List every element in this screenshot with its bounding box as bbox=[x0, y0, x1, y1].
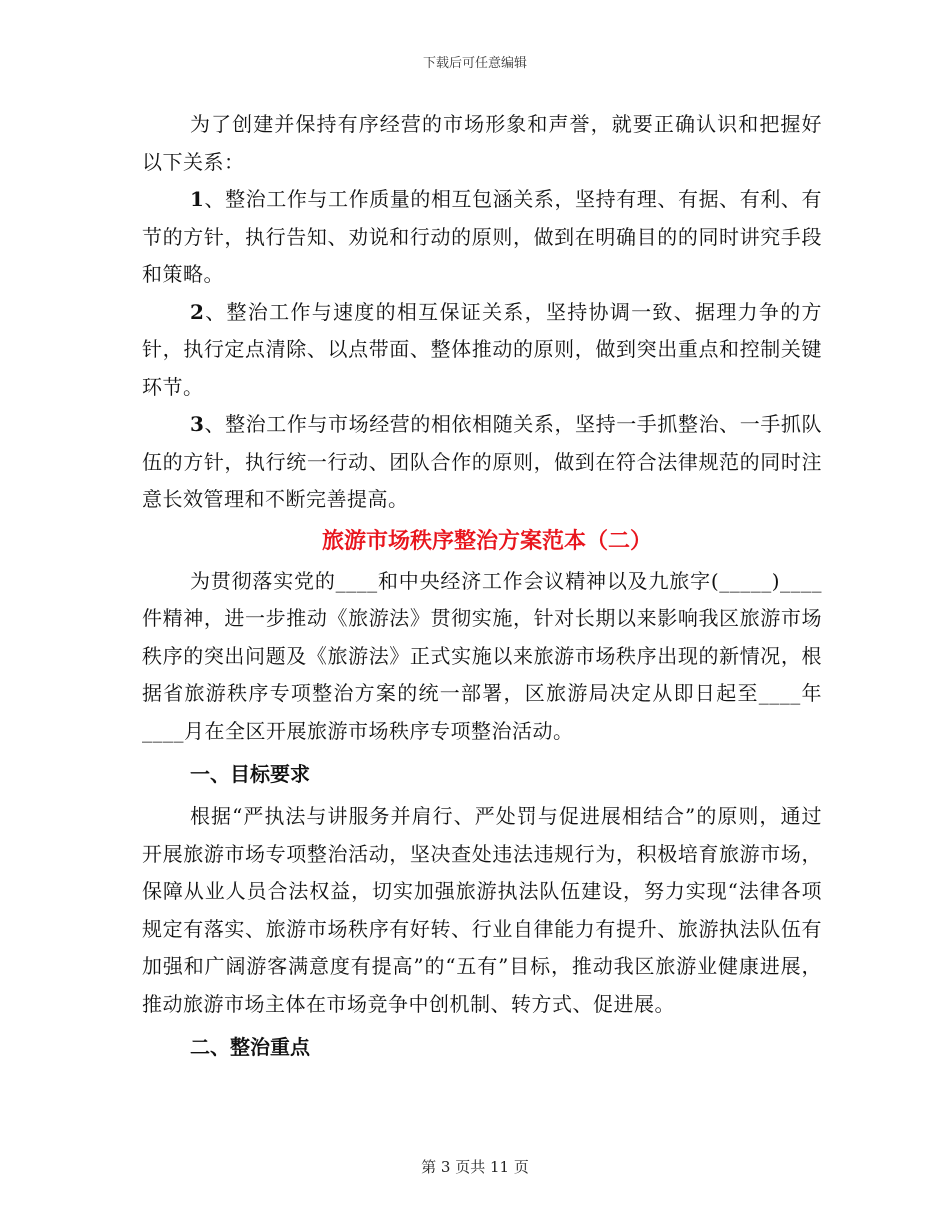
implementation-paragraph: 为贯彻落实党的____和中央经济工作会议精神以及九旅字(_____)____件精神，进一步推动《旅游法》贯彻实施，针对长期以来影响我区旅游市场秩序的突出问题及《旅游法》正式实施以来旅游市场秩序出现的新情况，根据省旅游秩序专项整治方案的统一部署，区旅游局决定从即日起至____年____月在全区开展旅游市场秩序专项整治活动。 bbox=[142, 568, 822, 743]
relation-number: 3 bbox=[190, 412, 205, 436]
relation-text: 、整治工作与速度的相互保证关系，坚持协调一致、据理力争的方针，执行定点清除、以点带面、整体推动的原则，做到突出重点和控制关键环节。 bbox=[142, 299, 822, 399]
goals-paragraph: 根据“严执法与讲服务并肩行、严处罚与促进展相结合”的原则，通过开展旅游市场专项整治活动，坚决查处违法违规行为，积极培育旅游市场，保障从业人员合法权益，切实加强旅游执法队伍建设，努力实现“法律各项规定有落实、旅游市场秩序有好转、行业自律能力有提升、旅游执法队伍有加强和广阔游客满意度有提高”的“五有”目标，推动我区旅游业健康进展，推动旅游市场主体在市场竞争中创机制、转方式、促进展。 bbox=[142, 804, 822, 1016]
heading-focus: 二、整治重点 bbox=[190, 1035, 310, 1059]
relation-text: 、整治工作与工作质量的相互包涵关系，坚持有理、有据、有利、有节的方针，执行告知、劝说和行动的原则，做到在明确目的的同时讲究手段和策略。 bbox=[142, 187, 822, 286]
relation-text: 、整治工作与市场经营的相依相随关系，坚持一手抓整治、一手抓队伍的方针，执行统一行动、团队合作的原则，做到在符合法律规范的同时注意长效管理和不断完善提高。 bbox=[142, 412, 822, 511]
relation-number: 2 bbox=[190, 299, 205, 324]
section-title: 旅游市场秩序整治方案范本（二） bbox=[321, 527, 652, 554]
document-body bbox=[142, 106, 822, 1071]
heading-goals: 一、目标要求 bbox=[190, 762, 310, 786]
relation-number: 1 bbox=[190, 187, 205, 211]
page-footer: 第 3 页共 11 页 bbox=[421, 1158, 529, 1176]
relation-item-3 bbox=[142, 406, 822, 519]
page-header: 下载后可任意编辑 bbox=[422, 56, 527, 71]
relation-item-1 bbox=[142, 181, 822, 294]
intro-paragraph: 为了创建并保持有序经营的市场形象和声誉，就要正确认识和把握好以下关系： bbox=[142, 112, 822, 174]
relation-item-2 bbox=[142, 294, 822, 407]
